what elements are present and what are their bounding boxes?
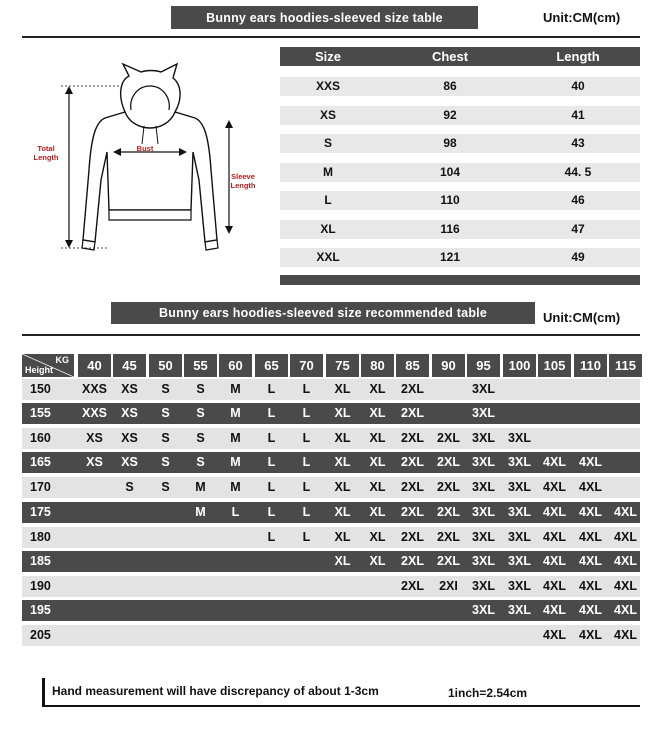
- size-recommendation-cell: [219, 576, 252, 597]
- size-recommendation-cell: [538, 403, 571, 424]
- size-recommendation-cell: [432, 600, 465, 621]
- size-recommendation-cell: XL: [334, 480, 351, 494]
- recommend-table-row: [22, 477, 640, 498]
- size-recommendation-cell: M: [230, 455, 241, 469]
- weight-header-cell: 55: [184, 354, 217, 377]
- size-recommendation-cell: L: [302, 382, 311, 396]
- rec-table-title: Bunny ears hoodies-sleeved size recommended table: [111, 302, 535, 324]
- length-cell: 49: [571, 250, 585, 264]
- size-cell: M: [323, 164, 333, 179]
- size-recommendation-cell: XL: [334, 382, 351, 396]
- size-recommendation-cell: [538, 379, 571, 400]
- recommend-table-row: [22, 502, 640, 523]
- corner-height-label: Height: [25, 365, 53, 375]
- sleeve-length-label: Sleeve Length: [230, 172, 256, 190]
- size-cell: XS: [319, 107, 336, 122]
- height-cell: 165: [30, 455, 51, 469]
- size-recommendation-cell: [184, 600, 217, 621]
- size-recommendation-cell: 4XL: [543, 628, 566, 642]
- size-cell: XL: [320, 221, 336, 236]
- size-table-row: [280, 77, 640, 96]
- size-recommendation-cell: L: [267, 530, 276, 544]
- weight-header-row: [0, 354, 654, 377]
- size-recommendation-cell: [326, 625, 359, 646]
- size-recommendation-cell: 4XL: [543, 505, 566, 519]
- weight-header-cell: 85: [396, 354, 429, 377]
- size-recommendation-cell: [432, 625, 465, 646]
- chest-cell: 116: [440, 221, 460, 236]
- size-recommendation-cell: L: [302, 480, 311, 494]
- height-cell: 190: [30, 579, 51, 593]
- size-recommendation-cell: 4XL: [614, 579, 637, 593]
- size-recommendation-cell: [503, 403, 536, 424]
- size-recommendation-cell: [361, 576, 394, 597]
- weight-header-cell: 90: [432, 354, 465, 377]
- size-recommendation-cell: [78, 527, 111, 548]
- size-recommendation-cell: 2XL: [437, 480, 460, 494]
- weight-header-cell: 115: [609, 354, 642, 377]
- corner-kg-label: KG: [55, 355, 69, 365]
- hoodie-illustration-icon: [25, 60, 275, 270]
- chest-cell: 92: [443, 107, 457, 122]
- size-recommendation-cell: 3XL: [508, 530, 531, 544]
- size-recommendation-cell: [219, 551, 252, 572]
- rec-table-unit: Unit:CM(cm): [543, 310, 621, 325]
- length-cell: 41: [571, 107, 585, 122]
- size-recommendation-cell: [219, 625, 252, 646]
- height-cell: 195: [30, 603, 51, 617]
- size-recommendation-cell: [113, 502, 146, 523]
- size-recommendation-cell: [538, 428, 571, 449]
- size-recommendation-cell: [184, 576, 217, 597]
- size-recommendation-cell: [290, 625, 323, 646]
- size-recommendation-cell: M: [230, 480, 241, 494]
- hoodie-diagram: [25, 60, 275, 270]
- size-recommendation-cell: [609, 452, 642, 473]
- size-recommendation-cell: S: [196, 455, 205, 469]
- size-recommendation-cell: S: [161, 480, 170, 494]
- size-recommendation-cell: 2XL: [437, 530, 460, 544]
- height-cell: 205: [30, 628, 51, 642]
- height-cell: 185: [30, 554, 51, 568]
- size-recommendation-cell: [503, 625, 536, 646]
- size-table-row: [280, 163, 640, 182]
- height-cell: 170: [30, 480, 51, 494]
- size-recommendation-cell: 2XL: [437, 431, 460, 445]
- size-table-row: [280, 134, 640, 153]
- size-recommendation-cell: [609, 428, 642, 449]
- chest-header: Chest: [431, 49, 469, 64]
- weight-header-cell: 80: [361, 354, 394, 377]
- size-recommendation-cell: 3XL: [508, 455, 531, 469]
- size-recommendation-cell: [219, 527, 252, 548]
- size-recommendation-cell: [184, 551, 217, 572]
- length-cell: 44. 5: [564, 164, 592, 179]
- size-recommendation-cell: XS: [121, 431, 138, 445]
- size-recommendation-cell: 4XL: [579, 554, 602, 568]
- size-recommendation-cell: [113, 600, 146, 621]
- size-recommendation-cell: M: [195, 505, 206, 519]
- size-recommendation-cell: 3XL: [508, 579, 531, 593]
- weight-header-cell: 40: [78, 354, 111, 377]
- chest-cell: 121: [439, 250, 461, 264]
- footer-left-bar: [42, 678, 45, 706]
- size-recommendation-cell: [149, 502, 182, 523]
- size-recommendation-cell: 3XL: [472, 554, 495, 568]
- size-recommendation-cell: XS: [121, 406, 138, 420]
- size-recommendation-cell: 3XL: [508, 554, 531, 568]
- size-recommendation-cell: [113, 576, 146, 597]
- height-cell: 155: [30, 406, 51, 420]
- size-recommendation-cell: 2XL: [401, 554, 424, 568]
- size-recommendation-cell: 4XL: [543, 480, 566, 494]
- size-recommendation-cell: [396, 625, 429, 646]
- size-recommendation-cell: [78, 625, 111, 646]
- size-recommendation-cell: [574, 428, 607, 449]
- size-recommendation-cell: 2XL: [401, 455, 424, 469]
- size-recommendation-cell: S: [196, 382, 205, 396]
- length-cell: 40: [571, 79, 585, 93]
- weight-header-cell: 95: [467, 354, 500, 377]
- recommend-table-row: [22, 576, 640, 597]
- size-recommendation-cell: 3XL: [472, 579, 495, 593]
- size-recommendation-cell: 2XL: [401, 382, 424, 396]
- size-recommendation-cell: [574, 403, 607, 424]
- footer-bottom-rule: [42, 705, 640, 707]
- middle-divider: [22, 334, 640, 336]
- size-recommendation-cell: [149, 551, 182, 572]
- size-recommendation-cell: [113, 625, 146, 646]
- size-table-row: [280, 220, 640, 239]
- size-recommendation-cell: 2XL: [401, 480, 424, 494]
- size-recommendation-cell: S: [161, 431, 170, 445]
- size-recommendation-cell: [609, 477, 642, 498]
- size-recommendation-cell: L: [302, 455, 311, 469]
- size-recommendation-cell: XS: [121, 455, 138, 469]
- size-recommendation-cell: [609, 403, 642, 424]
- size-cell: XXS: [315, 79, 340, 93]
- height-cell: 150: [30, 382, 51, 396]
- size-recommendation-cell: 3XL: [472, 530, 495, 544]
- size-recommendation-cell: 2XL: [437, 505, 460, 519]
- length-cell: 47: [571, 221, 585, 236]
- height-cell: 175: [30, 505, 51, 519]
- size-recommendation-cell: 4XL: [614, 554, 637, 568]
- size-recommendation-cell: [255, 576, 288, 597]
- size-recommendation-cell: 3XL: [472, 480, 495, 494]
- size-header: Size: [314, 49, 341, 64]
- total-length-label: Total Length: [33, 144, 59, 162]
- size-recommendation-cell: XL: [334, 455, 351, 469]
- size-table-unit: Unit:CM(cm): [543, 10, 621, 25]
- size-recommendation-cell: 2XL: [401, 431, 424, 445]
- weight-header-cell: 100: [503, 354, 536, 377]
- size-recommendation-cell: 4XL: [543, 530, 566, 544]
- size-recommendation-cell: XL: [369, 480, 386, 494]
- size-cell: S: [323, 136, 332, 150]
- size-recommendation-cell: S: [196, 431, 205, 445]
- size-recommendation-cell: S: [125, 480, 134, 494]
- size-recommendation-cell: L: [231, 505, 240, 519]
- size-recommendation-cell: [184, 527, 217, 548]
- size-recommendation-cell: [574, 379, 607, 400]
- measurement-note: Hand measurement will have discrepancy of about 1-3cm: [52, 684, 379, 698]
- size-recommendation-cell: [396, 600, 429, 621]
- size-recommendation-cell: XL: [369, 382, 386, 396]
- size-recommendation-cell: 3XL: [472, 603, 495, 617]
- size-table-row: [280, 106, 640, 125]
- size-recommendation-cell: [184, 625, 217, 646]
- size-recommendation-cell: L: [267, 406, 276, 420]
- size-recommendation-cell: 3XL: [472, 382, 495, 396]
- length-header: Length: [556, 49, 600, 64]
- size-recommendation-cell: 3XL: [508, 505, 531, 519]
- weight-header-cell: 70: [290, 354, 323, 377]
- weight-header-cell: 50: [149, 354, 182, 377]
- size-cell: L: [324, 193, 332, 207]
- size-recommendation-cell: [149, 527, 182, 548]
- weight-header-cell: 110: [574, 354, 607, 377]
- size-recommendation-cell: XXS: [81, 406, 107, 420]
- size-table-row: [280, 191, 640, 210]
- size-recommendation-cell: [290, 551, 323, 572]
- size-recommendation-cell: [219, 600, 252, 621]
- weight-header-cell: 75: [326, 354, 359, 377]
- recommend-table-row: [22, 452, 640, 473]
- size-recommendation-cell: XS: [86, 455, 103, 469]
- size-recommendation-cell: 4XL: [579, 530, 602, 544]
- size-recommendation-cell: L: [302, 505, 311, 519]
- size-recommendation-cell: [78, 576, 111, 597]
- size-recommendation-cell: 2XL: [401, 406, 424, 420]
- length-cell: 43: [571, 136, 585, 150]
- size-recommendation-cell: 4XL: [579, 505, 602, 519]
- weight-header-cell: 65: [255, 354, 288, 377]
- size-table-header: [280, 47, 640, 66]
- size-recommendation-cell: [432, 379, 465, 400]
- size-recommendation-cell: XXS: [81, 382, 107, 396]
- size-recommendation-cell: 4XL: [579, 579, 602, 593]
- size-recommendation-cell: XL: [334, 406, 351, 420]
- size-recommendation-cell: [149, 600, 182, 621]
- size-recommendation-cell: L: [267, 480, 276, 494]
- size-recommendation-cell: [78, 477, 111, 498]
- size-recommendation-cell: 4XL: [579, 455, 602, 469]
- recommend-table-row: [22, 527, 640, 548]
- size-recommendation-cell: XL: [334, 431, 351, 445]
- size-recommendation-cell: [255, 551, 288, 572]
- size-recommendation-cell: 4XL: [543, 579, 566, 593]
- size-recommendation-cell: 3XL: [472, 455, 495, 469]
- size-recommendation-cell: 4XL: [614, 603, 637, 617]
- size-recommendation-cell: 3XL: [472, 431, 495, 445]
- size-recommendation-cell: 4XL: [614, 628, 637, 642]
- size-recommendation-cell: XL: [369, 554, 386, 568]
- size-recommendation-cell: S: [161, 382, 170, 396]
- chest-cell: 86: [443, 79, 457, 93]
- chest-cell: 104: [439, 164, 461, 179]
- size-recommendation-cell: L: [267, 382, 276, 396]
- size-recommendation-cell: [78, 551, 111, 572]
- recommend-table-row: [22, 625, 640, 646]
- size-recommendation-cell: 2XL: [437, 554, 460, 568]
- size-recommendation-cell: [255, 600, 288, 621]
- size-recommendation-cell: XL: [334, 530, 351, 544]
- size-recommendation-cell: 4XL: [614, 505, 637, 519]
- top-divider: [22, 36, 640, 38]
- size-recommendation-cell: M: [195, 480, 206, 494]
- size-recommendation-cell: XS: [121, 382, 138, 396]
- size-recommendation-cell: [78, 502, 111, 523]
- size-recommendation-cell: [609, 379, 642, 400]
- size-recommendation-cell: 4XL: [614, 530, 637, 544]
- size-recommendation-cell: [467, 625, 500, 646]
- size-table-bottom-bar: [280, 275, 640, 285]
- recommend-table-row: [22, 403, 640, 424]
- length-cell: 46: [571, 193, 585, 207]
- size-recommendation-cell: L: [267, 431, 276, 445]
- size-recommendation-cell: XL: [369, 431, 386, 445]
- size-cell: XXL: [316, 250, 340, 264]
- size-recommendation-cell: 4XL: [579, 628, 602, 642]
- size-recommendation-cell: M: [230, 431, 241, 445]
- chest-cell: 98: [443, 136, 457, 150]
- size-recommendation-cell: [113, 527, 146, 548]
- size-recommendation-cell: S: [161, 406, 170, 420]
- size-recommendation-cell: XL: [369, 455, 386, 469]
- height-cell: 180: [30, 530, 51, 544]
- size-recommendation-cell: 2XL: [401, 530, 424, 544]
- size-recommendation-cell: L: [302, 530, 311, 544]
- height-cell: 160: [30, 431, 51, 445]
- size-recommendation-cell: 3XL: [472, 505, 495, 519]
- size-recommendation-cell: S: [161, 455, 170, 469]
- size-recommendation-cell: L: [267, 505, 276, 519]
- size-recommendation-cell: XL: [369, 505, 386, 519]
- size-recommendation-cell: 2XI: [439, 579, 458, 593]
- inch-conversion: 1inch=2.54cm: [448, 686, 528, 700]
- size-recommendation-cell: [290, 600, 323, 621]
- recommend-table-row: [22, 600, 640, 621]
- size-recommendation-cell: [113, 551, 146, 572]
- size-recommendation-cell: L: [267, 455, 276, 469]
- size-recommendation-cell: 4XL: [543, 455, 566, 469]
- size-recommendation-cell: [361, 625, 394, 646]
- size-table-row: [280, 248, 640, 267]
- size-recommendation-cell: [432, 403, 465, 424]
- size-recommendation-cell: XL: [334, 554, 351, 568]
- size-recommendation-cell: 3XL: [508, 603, 531, 617]
- size-recommendation-cell: [78, 600, 111, 621]
- size-recommendation-cell: [503, 379, 536, 400]
- recommend-table-row: [22, 379, 640, 400]
- size-recommendation-cell: 4XL: [579, 603, 602, 617]
- size-recommendation-cell: XL: [369, 406, 386, 420]
- size-recommendation-cell: 4XL: [579, 480, 602, 494]
- bust-label: Bust: [136, 144, 154, 153]
- size-recommendation-cell: [290, 576, 323, 597]
- size-recommendation-cell: S: [196, 406, 205, 420]
- weight-header-cell: 60: [219, 354, 252, 377]
- size-recommendation-cell: 3XL: [508, 480, 531, 494]
- weight-header-cell: 45: [113, 354, 146, 377]
- size-recommendation-cell: [361, 600, 394, 621]
- size-recommendation-cell: 3XL: [472, 406, 495, 420]
- size-recommendation-cell: [149, 625, 182, 646]
- size-recommendation-cell: [149, 576, 182, 597]
- size-recommendation-cell: L: [302, 431, 311, 445]
- size-recommendation-cell: M: [230, 382, 241, 396]
- size-recommendation-cell: [326, 600, 359, 621]
- size-recommendation-cell: 2XL: [401, 505, 424, 519]
- recommend-table-row: [22, 428, 640, 449]
- size-recommendation-cell: L: [302, 406, 311, 420]
- size-recommendation-cell: 4XL: [543, 603, 566, 617]
- recommend-table-row: [22, 551, 640, 572]
- size-recommendation-cell: 2XL: [437, 455, 460, 469]
- size-recommendation-cell: [326, 576, 359, 597]
- size-recommendation-cell: 3XL: [508, 431, 531, 445]
- size-recommendation-cell: 2XL: [401, 579, 424, 593]
- size-recommendation-cell: XL: [334, 505, 351, 519]
- chest-cell: 110: [440, 193, 460, 207]
- size-recommendation-cell: [255, 625, 288, 646]
- size-table-title: Bunny ears hoodies-sleeved size table: [171, 6, 478, 29]
- size-recommendation-cell: M: [230, 406, 241, 420]
- size-recommendation-cell: XS: [86, 431, 103, 445]
- size-recommendation-cell: XL: [369, 530, 386, 544]
- size-recommendation-cell: 4XL: [543, 554, 566, 568]
- weight-header-cell: 105: [538, 354, 571, 377]
